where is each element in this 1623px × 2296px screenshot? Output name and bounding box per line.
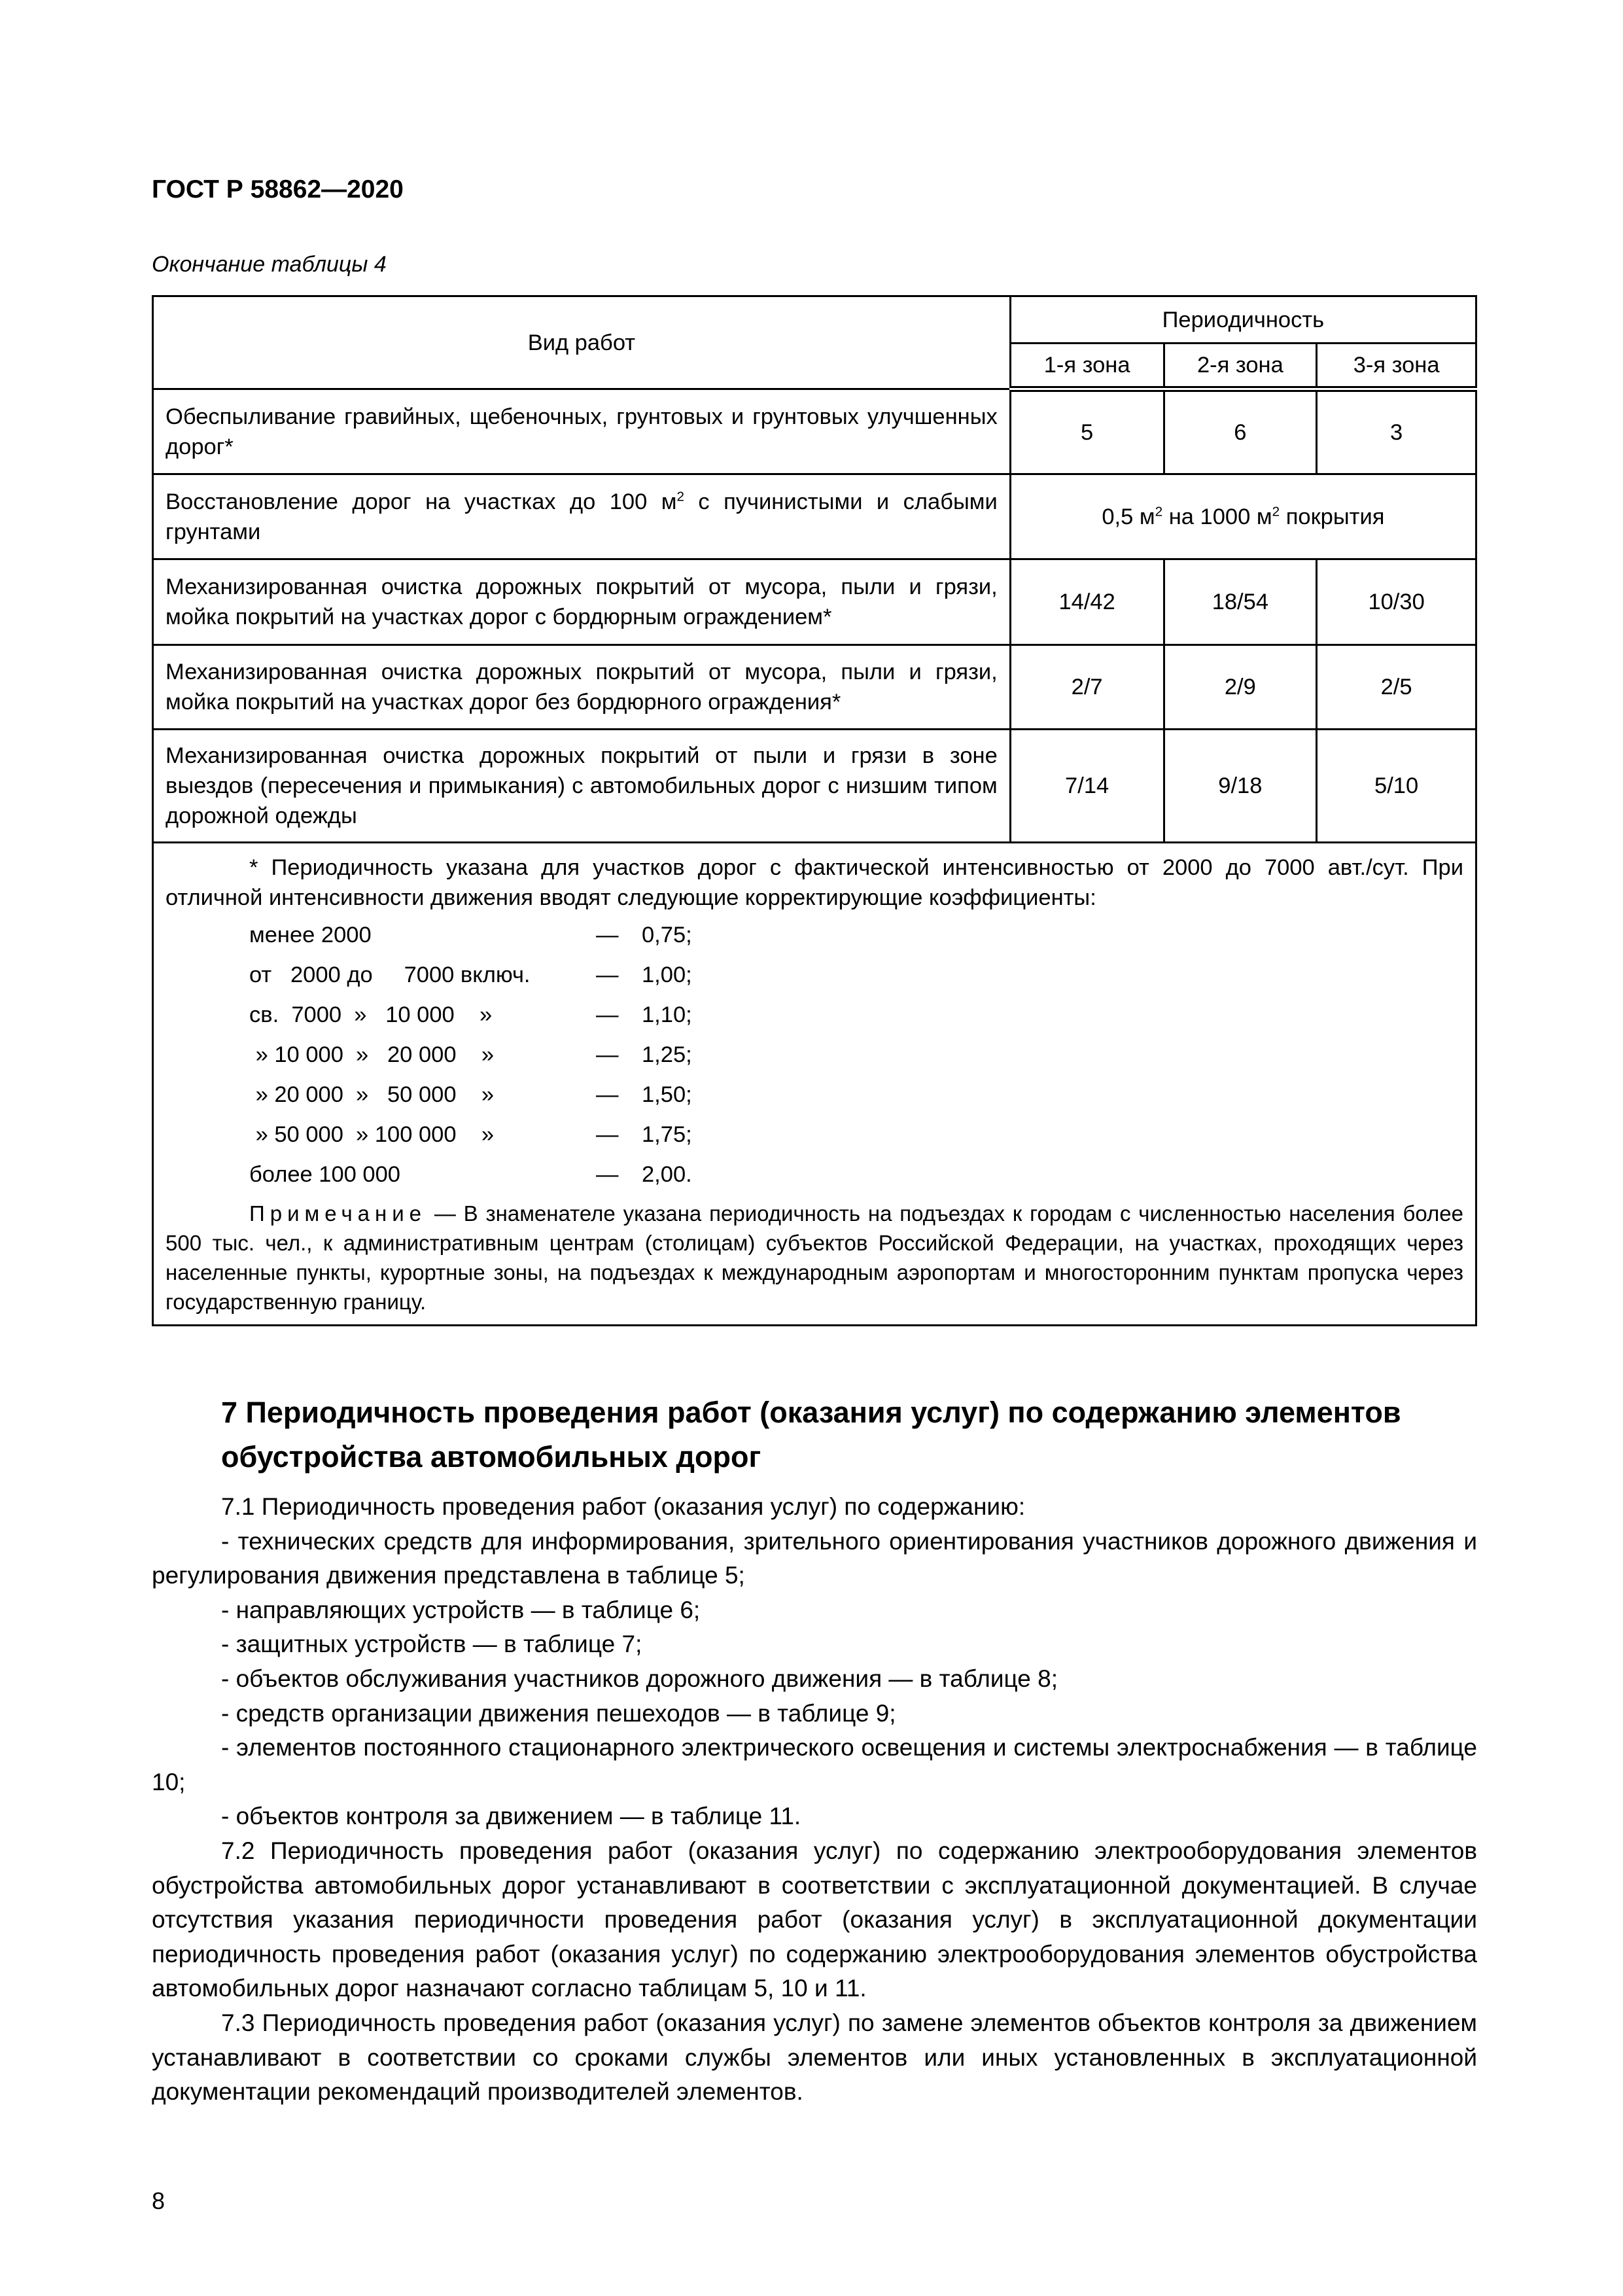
list-item: - средств организации движения пешеходов — в таблице 9; [221, 1699, 896, 1727]
value-cell: 18/54 [1164, 559, 1317, 645]
section-body [152, 1490, 1477, 2110]
table-row [153, 559, 1476, 645]
coef-value: 1,10; [642, 1002, 692, 1027]
footnote-cell [153, 843, 1476, 1326]
value-cell: 3 [1317, 389, 1476, 474]
value-cell: 7/14 [1010, 730, 1164, 843]
work-cell [153, 474, 1011, 559]
coef-range: » 20 000 » 50 000 » [249, 1082, 495, 1107]
list-item: - элементов постоянного стационарного электрического освещения и системы электроснабжения — в таблице 10; [152, 1734, 1477, 1795]
merged-value-cell [1010, 474, 1476, 559]
value-cell: 5 [1010, 389, 1164, 474]
page-number: 8 [152, 2187, 166, 2214]
table-note [166, 1199, 1463, 1316]
coef-range: » 10 000 » 20 000 » [249, 1042, 495, 1067]
list-item: - защитных устройств — в таблице 7; [221, 1631, 642, 1658]
header-work-type: Вид работ [153, 296, 1011, 389]
paragraph: 7.1 Периодичность проведения работ (оказания услуг) по содержанию: [221, 1493, 1026, 1520]
coef-value: 0,75; [642, 923, 692, 947]
value-text: 0,5 м [1102, 504, 1155, 529]
value-cell: 14/42 [1010, 559, 1164, 645]
value-cell: 2/7 [1010, 645, 1164, 730]
coef-value: 1,75; [642, 1122, 692, 1147]
coef-range: от 2000 до 7000 включ. [249, 963, 531, 987]
coef-value: 1,25; [642, 1042, 692, 1067]
superscript: 2 [1155, 504, 1163, 519]
coef-value: 2,00. [642, 1162, 692, 1187]
header-periodicity: Периодичность [1010, 296, 1476, 344]
work-cell: Обеспыливание гравийных, щебеночных, грунтовых и грунтовых улучшенных дорог* [153, 389, 1011, 474]
periodicity-table [152, 295, 1477, 1326]
coef-dash: — [596, 1042, 619, 1067]
header-zone-1: 1-я зона [1010, 344, 1164, 389]
superscript: 2 [676, 489, 684, 504]
coef-value: 1,00; [642, 963, 692, 987]
note-label: Примечание [249, 1201, 427, 1226]
coef-dash: — [596, 1162, 619, 1187]
coef-range: » 50 000 » 100 000 » [249, 1122, 495, 1147]
list-item: - объектов обслуживания участников дорожного движения — в таблице 8; [221, 1665, 1058, 1692]
work-cell: Механизированная очистка дорожных покрытий от пыли и грязи в зоне выездов (пересечения и примыкания) с автомобильных дорог с низшим типом дорожной одежды [153, 730, 1011, 843]
work-text: с пучинистыми и слабыми грунтами [166, 489, 998, 544]
coef-dash: — [596, 963, 619, 987]
header-zone-3: 3-я зона [1317, 344, 1476, 389]
footnote-text: * Периодичность указана для участков дорог с фактической интенсивностью от 2000 до 7000 авт./сут. При отличной интенсивности движения вводят следующие корректирующие коэффициенты: [166, 855, 1463, 910]
table-caption: Окончание таблицы 4 [152, 252, 387, 277]
table-row [153, 645, 1476, 730]
table-row [153, 474, 1476, 559]
header-zone-2: 2-я зона [1164, 344, 1317, 389]
value-cell: 10/30 [1317, 559, 1476, 645]
list-item: - направляющих устройств — в таблице 6; [221, 1596, 701, 1623]
value-cell: 9/18 [1164, 730, 1317, 843]
coef-value: 1,50; [642, 1082, 692, 1107]
coef-range: св. 7000 » 10 000 » [249, 1002, 493, 1027]
coef-dash: — [596, 1082, 619, 1107]
table-row [153, 730, 1476, 843]
value-text: покрытия [1280, 504, 1385, 529]
list-item: - технических средств для информирования, зрительного ориентирования участников дорожного движения и регулирования движения представлена в таблице 5; [152, 1527, 1477, 1589]
paragraph: 7.3 Периодичность проведения работ (оказания услуг) по замене элементов объектов контроля за движением устанавливают в соответствии со сроками службы элементов или иных установленных в эксплуатационной документации рекомендаций производителей элементов. [152, 2009, 1477, 2106]
value-text: на 1000 м [1162, 504, 1272, 529]
work-cell: Механизированная очистка дорожных покрытий от мусора, пыли и грязи, мойка покрытий на участках дорог с бордюрным ограждением* [153, 559, 1011, 645]
table-row [153, 389, 1476, 474]
value-cell: 5/10 [1317, 730, 1476, 843]
document-header: ГОСТ Р 58862—2020 [152, 175, 404, 203]
note-text: — В знаменателе указана периодичность на подъездах к городам с численностью населения более 500 тыс. чел., к административным центрам (столицам) субъектов Российской Федерации, на участках, проходящих через населенные пункты, курортные зоны, на подъездах к международным аэропортам и многосторонним пунктам пропуска через государственную границу. [166, 1201, 1463, 1314]
coefficient-list [249, 915, 1463, 1195]
work-cell: Механизированная очистка дорожных покрытий от мусора, пыли и грязи, мойка покрытий на участках дорог без бордюрного ограждения* [153, 645, 1011, 730]
coef-dash: — [596, 1122, 619, 1147]
coef-range: более 100 000 [249, 1162, 400, 1187]
work-text: Восстановление дорог на участках до 100 м [166, 489, 677, 514]
value-cell: 6 [1164, 389, 1317, 474]
section-title: 7 Периодичность проведения работ (оказания услуг) по содержанию элементов обустройства автомобильных дорог [221, 1396, 1401, 1474]
footnote-row [153, 843, 1476, 1326]
superscript: 2 [1272, 504, 1280, 519]
paragraph: 7.2 Периодичность проведения работ (оказания услуг) по содержанию электрооборудования элементов обустройства автомобильных дорог устанавливают в соответствии с эксплуатационной документацией. В случае отсутствия указания периодичности проведения работ (оказания услуг) в эксплуатационной документации периодичность проведения работ (оказания услуг) по содержанию электрооборудования элементов обустройства автомобильных дорог назначают согласно таблицам 5, 10 и 11. [152, 1837, 1477, 2002]
coef-range: менее 2000 [249, 923, 372, 947]
coef-dash: — [596, 923, 619, 947]
list-item: - объектов контроля за движением — в таблице 11. [221, 1803, 801, 1830]
value-cell: 2/5 [1317, 645, 1476, 730]
value-cell: 2/9 [1164, 645, 1317, 730]
coef-dash: — [596, 1002, 619, 1027]
